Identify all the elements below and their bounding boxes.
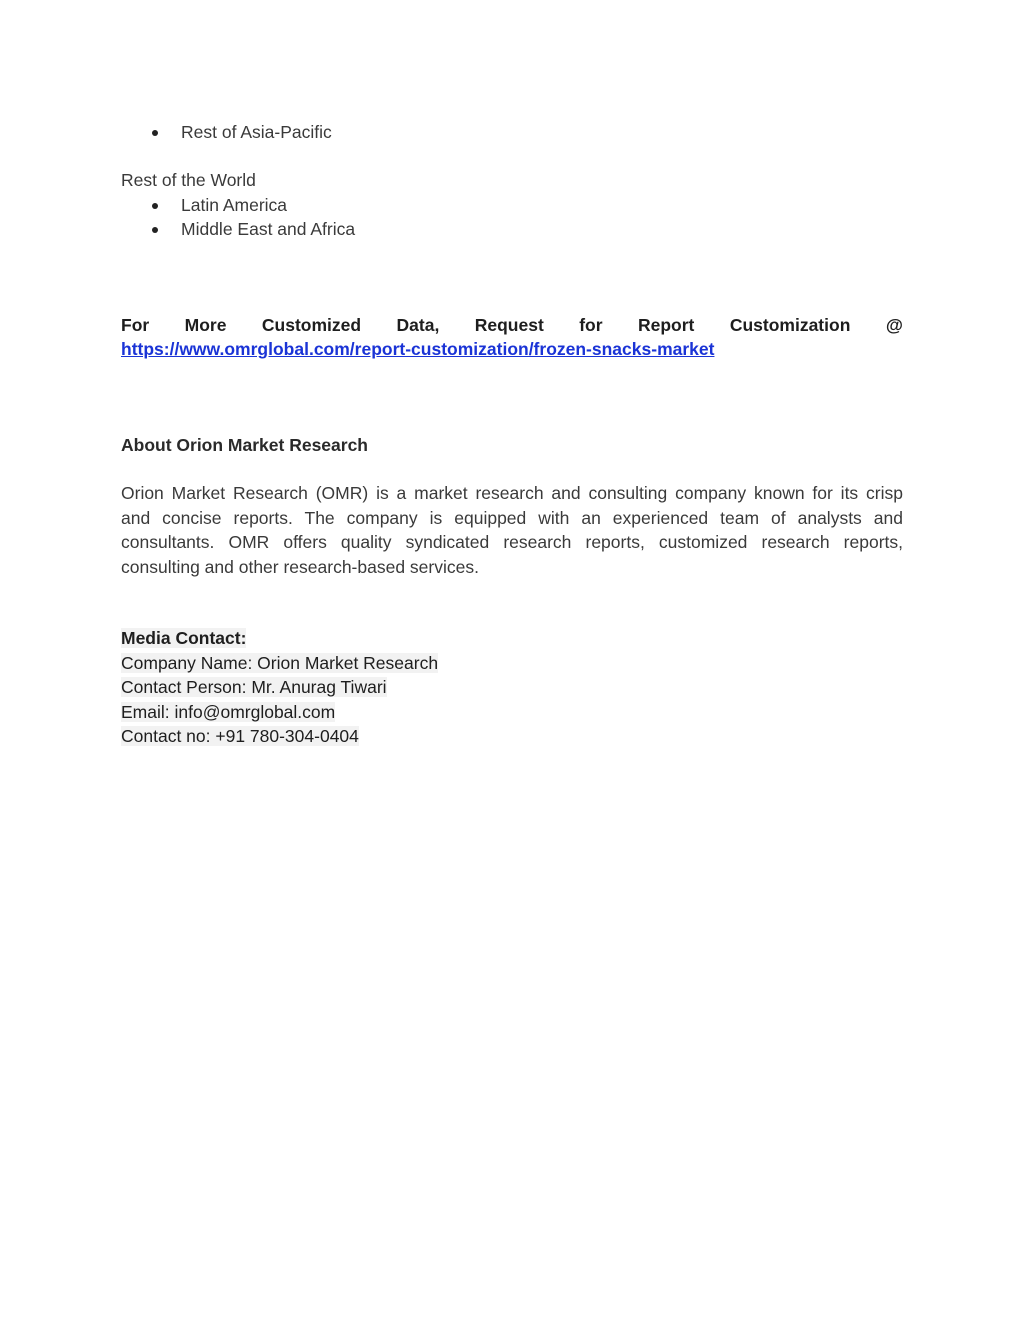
contact-phone: Contact no: +91 780-304-0404 [121, 726, 359, 746]
about-line: and concise reports. The company is equipped with an experienced team of analysts and [121, 507, 903, 528]
list-item [121, 120, 903, 145]
about-line: consultants. OMR offers quality syndicated research reports, customized research reports, [121, 532, 903, 552]
about-line: consulting and other research-based services. [121, 556, 479, 577]
bullet-icon [152, 227, 158, 233]
cta-word: Report [638, 314, 695, 335]
bullet-icon [152, 130, 158, 136]
rest-of-world-heading: Rest of the World [121, 170, 256, 190]
contact-email: Email: info@omrglobal.com [121, 701, 336, 722]
cta-word: Customization [729, 314, 851, 335]
cta-word: @ [885, 314, 903, 335]
about-paragraph [121, 481, 903, 579]
asia-pacific-list [121, 120, 903, 145]
cta-word: More [184, 314, 227, 335]
list-item-label: Rest of Asia-Pacific [181, 122, 332, 142]
cta-word: Data, [396, 314, 440, 335]
cta-word: for [579, 314, 603, 335]
bullet-icon [152, 203, 158, 209]
about-heading: About Orion Market Research [121, 434, 368, 455]
customization-request [121, 313, 903, 362]
rest-of-world-list [121, 193, 903, 242]
about-line: Orion Market Research (OMR) is a market research and consulting company known for its crisp [121, 483, 903, 503]
contact-person: Contact Person: Mr. Anurag Tiwari [121, 677, 387, 697]
cta-word: For [121, 314, 150, 335]
list-item [121, 217, 903, 242]
list-item [121, 193, 903, 218]
list-item-label: Middle East and Africa [181, 219, 356, 239]
document-content [121, 120, 903, 749]
customization-link[interactable]: https://www.omrglobal.com/report-customization/frozen-snacks-market [121, 339, 715, 359]
media-contact-title: Media Contact: [121, 628, 247, 648]
company-name: Company Name: Orion Market Research [121, 652, 439, 673]
customization-text [121, 313, 903, 338]
cta-word: Customized [261, 314, 362, 335]
media-contact-block [121, 626, 903, 749]
list-item-label: Latin America [181, 194, 288, 215]
cta-word: Request [474, 314, 544, 335]
